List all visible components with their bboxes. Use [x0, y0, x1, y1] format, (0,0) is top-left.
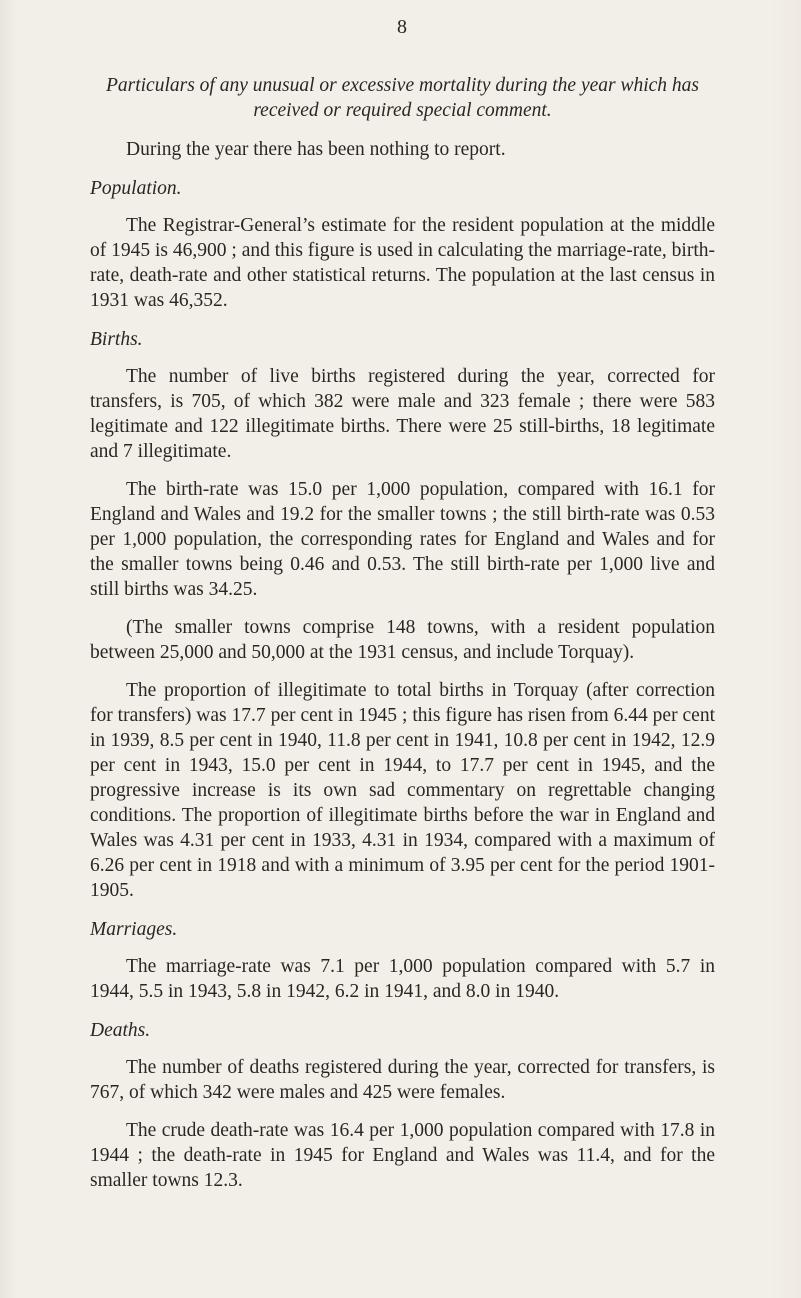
paragraph: (The smaller towns comprise 148 towns, with a resident population between 25,000 and 50,000 at the 1931 census, and include Torquay). [90, 617, 715, 663]
paragraph: The number of deaths registered during the year, corrected for transfers, is 767, of which 342 were males and 425 were females. [90, 1057, 715, 1103]
paragraph: The Registrar-General’s estimate for the resident population at the middle of 1945 is 46,900 ; and this figure is used in calculating the marriage-rate, birth-rate, death-rate and other statistical returns. The population at the last census in 1931 was 46,352. [90, 215, 715, 311]
paragraph: The marriage-rate was 7.1 per 1,000 population compared with 5.7 in 1944, 5.5 in 1943, 5.8 in 1942, 6.2 in 1941, and 8.0 in 1940. [90, 956, 715, 1002]
paragraph: The crude death-rate was 16.4 per 1,000 population compared with 17.8 in 1944 ; the death-rate in 1945 for England and Wales was 11.4, and for the smaller towns 12.3. [90, 1120, 715, 1191]
paragraph: The birth-rate was 15.0 per 1,000 population, compared with 16.1 for England and Wales and 19.2 for the smaller towns ; the still birth-rate was 0.53 per 1,000 population, the corresponding rates for England and Wales and for the smaller towns being 0.46 and 0.53. The still birth-rate per 1,000 live and still births was 34.25. [90, 479, 715, 600]
paragraph: The number of live births registered during the year, corrected for transfers, is 705, of which 382 were male and 323 female ; there were 583 legitimate and 122 illegitimate births. There were 25 still-births, 18 legitimate and 7 illegitimate. [90, 366, 715, 462]
section-heading: Deaths. [90, 1020, 151, 1041]
paragraph: During the year there has been nothing to report. [126, 139, 506, 160]
section-heading: Population. [90, 178, 182, 199]
section-mortality-comment [90, 73, 715, 162]
section-heading: Births. [90, 329, 143, 350]
section-heading: Particulars of any unusual or excessive mortality during the year which has received or required special comment. [105, 75, 700, 121]
paragraph: The proportion of illegitimate to total births in Torquay (after correction for transfers) was 17.7 per cent in 1945 ; this figure has risen from 6.44 per cent in 1939, 8.5 per cent in 1940, 11.8 per cent in 1941, 10.8 per cent in 1942, 12.9 per cent in 1943, 15.0 per cent in 1944, to 17.7 per cent in 1945, and the progressive increase is its own sad commentary on regrettable changing conditions. The proportion of illegitimate births before the war in England and Wales was 4.31 per cent in 1933, 4.31 in 1934, compared with a maximum of 6.26 per cent in 1918 and with a minimum of 3.95 per cent for the period 1901-1905. [90, 680, 715, 901]
page-number: 8 [397, 16, 408, 38]
section-population [90, 176, 715, 313]
section-births [90, 327, 715, 903]
section-heading: Marriages. [90, 919, 178, 940]
section-marriages [90, 917, 715, 1004]
section-deaths [90, 1018, 715, 1193]
